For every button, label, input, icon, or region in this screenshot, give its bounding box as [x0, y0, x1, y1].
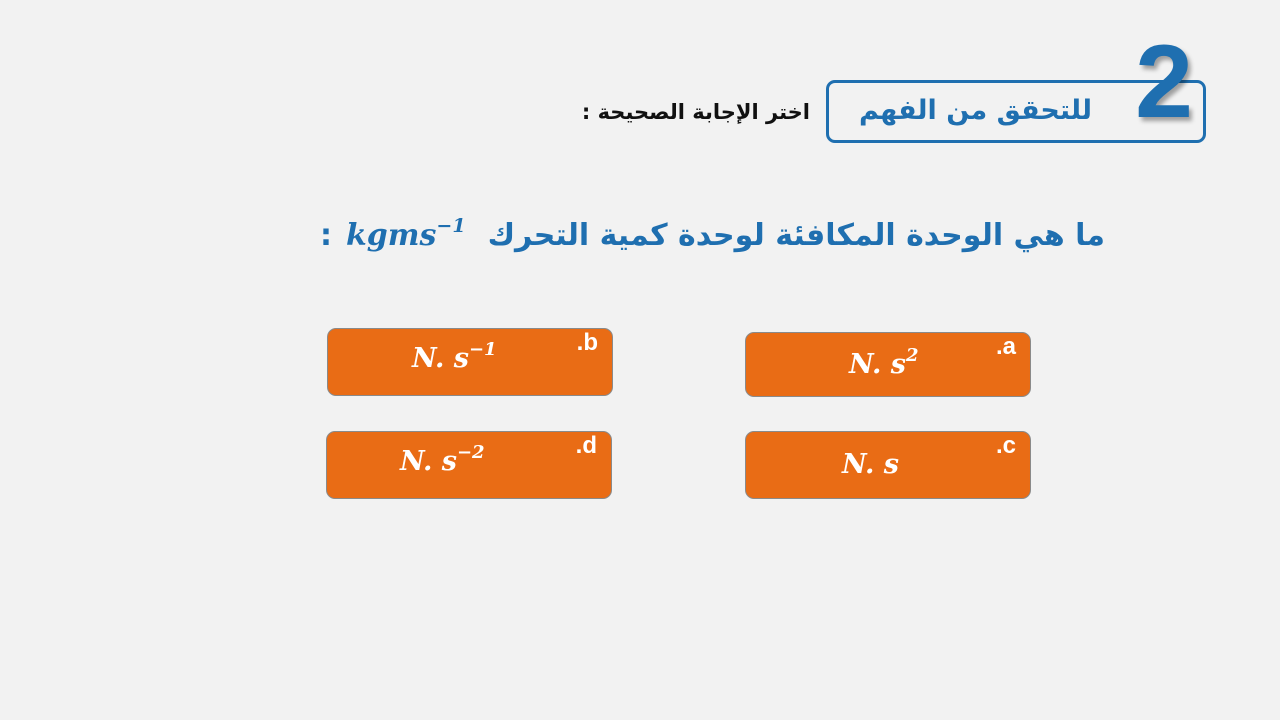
- question: [285, 207, 1105, 263]
- instruction-text: اختر الإجابة الصحيحة :: [581, 100, 810, 124]
- option-c-letter: .c: [995, 432, 1016, 459]
- question-unit: [346, 214, 466, 253]
- option-b-exponent: −1: [468, 339, 497, 360]
- question-text: ما هي الوحدة المكافئة لوحدة كمية التحرك: [487, 217, 1105, 253]
- option-a-expression: [849, 345, 919, 380]
- question-colon: :: [320, 217, 333, 253]
- option-b[interactable]: [327, 328, 613, 396]
- option-a-letter: .a: [995, 333, 1016, 360]
- option-a[interactable]: [745, 332, 1031, 397]
- option-d-letter: .d: [575, 432, 597, 459]
- option-d-exponent: −2: [456, 442, 485, 463]
- section-title: للتحقق من الفهم: [858, 95, 1093, 126]
- option-c-expression: [842, 449, 899, 480]
- section-number: 2: [1135, 24, 1193, 140]
- option-d-base: N. s: [400, 446, 457, 477]
- option-c[interactable]: [745, 431, 1031, 499]
- question-unit-base: kgms: [346, 217, 437, 253]
- option-b-expression: [412, 339, 497, 374]
- option-a-base: N. s: [849, 349, 906, 380]
- option-a-exponent: 2: [905, 345, 919, 366]
- option-b-base: N. s: [412, 343, 469, 374]
- option-c-base: N. s: [842, 449, 899, 480]
- option-d[interactable]: [326, 431, 612, 499]
- option-b-letter: .b: [576, 329, 598, 356]
- option-d-expression: [400, 442, 485, 477]
- question-unit-exponent: −1: [436, 214, 466, 237]
